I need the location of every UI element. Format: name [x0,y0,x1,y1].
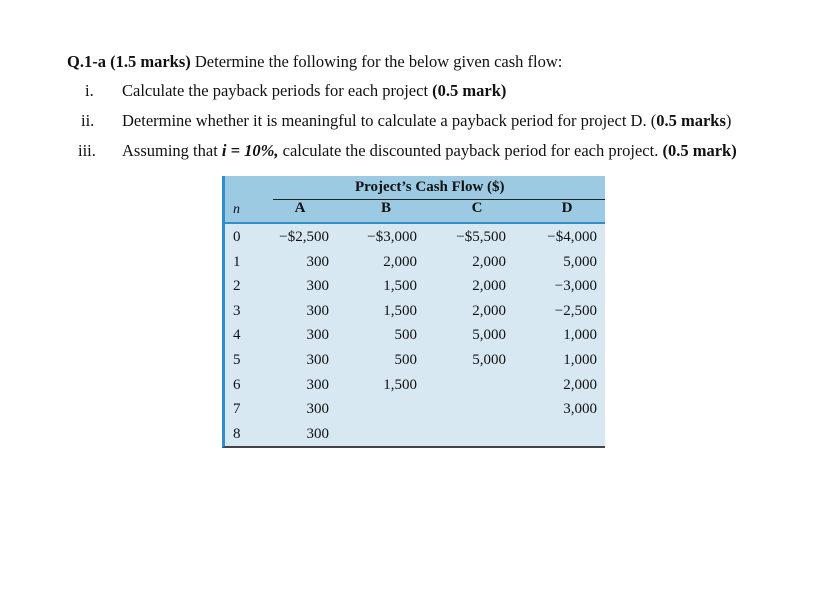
question-label: Q.1-a [67,52,106,71]
item-marks: (0.5 mark) [432,81,507,100]
cash-flow-cell: −2,500 [554,302,597,319]
cash-flow-cell: 2,000 [472,278,506,295]
table-header [225,176,605,224]
item-text: Determine whether it is meaningful to calculate a payback period for project D. ( [122,111,657,130]
table-row [225,377,605,401]
cash-flow-cell: 2,000 [472,302,506,319]
table-row [225,426,605,450]
cash-flow-cell: 300 [306,302,329,319]
period-cell: 0 [233,229,241,245]
column-header-n: n [233,202,240,217]
table-row [225,327,605,351]
period-cell: 4 [233,327,241,344]
table-row [225,254,605,278]
column-header-c: C [471,200,483,216]
cash-flow-cell: −$4,000 [547,229,597,245]
table-title: Project’s Cash Flow ($) [355,179,505,195]
table-row [225,278,605,302]
item-text-after: ) [725,111,732,130]
item-text: Calculate the payback periods for each project [122,81,433,100]
item-text-after: calculate the discounted payback period for each project. [278,141,663,160]
cash-flow-cell: 300 [306,278,329,295]
cash-flow-cell: 500 [394,327,417,344]
cash-flow-cell: 300 [306,401,329,418]
period-cell: 8 [233,425,241,442]
item-i [122,81,506,101]
cash-flow-cell: 300 [306,425,329,442]
cash-flow-cell: 1,000 [563,327,597,344]
item-text: Assuming that [122,141,222,160]
cash-flow-cell: 3,000 [563,401,597,418]
cash-flow-cell: 1,500 [383,376,417,393]
cash-flow-cell: 5,000 [472,327,506,344]
cash-flow-cell: 2,000 [472,253,506,270]
table-row [225,401,605,425]
cash-flow-cell: 2,000 [563,376,597,393]
cash-flow-cell: −$3,000 [367,229,417,245]
question-text: Determine the following for the below given cash flow: [194,52,563,71]
period-cell: 7 [233,401,241,418]
item-marks: 0.5 marks [656,111,726,130]
item-ii [122,111,731,131]
item-iii [122,141,737,161]
question-marks: (1.5 marks) [110,52,191,71]
cash-flow-cell: 500 [394,352,417,368]
period-cell: 3 [233,302,241,319]
column-header-a: A [294,200,306,216]
column-header-b: B [380,200,391,216]
period-cell: 2 [233,278,241,295]
table-row [225,303,605,327]
cash-flow-cell: 5,000 [563,253,597,270]
cash-flow-cell: −$2,500 [279,229,329,245]
cash-flow-cell: 300 [306,327,329,344]
cash-flow-cell: 1,500 [383,302,417,319]
period-cell: 1 [233,253,241,270]
period-cell: 6 [233,376,241,393]
cash-flow-cell: 300 [306,253,329,270]
cash-flow-cell: 2,000 [383,253,417,270]
table-row [225,352,605,376]
cash-flow-cell: 5,000 [472,352,506,368]
cash-flow-cell: 1,000 [563,352,597,368]
item-number: i. [85,81,94,100]
interest-rate: i = 10%, [221,141,279,160]
cash-flow-cell: −$5,500 [456,229,506,245]
cash-flow-cell: 300 [306,376,329,393]
cash-flow-cell: 1,500 [383,278,417,295]
column-header-d: D [561,200,573,216]
cash-flow-table [222,176,605,448]
item-marks: (0.5 mark) [662,141,737,160]
table-row [225,229,605,253]
period-cell: 5 [233,352,241,368]
cash-flow-cell: −3,000 [554,278,597,295]
question-heading [67,52,562,72]
item-number: iii. [78,141,96,160]
cash-flow-cell: 300 [306,352,329,368]
item-number: ii. [81,111,95,130]
